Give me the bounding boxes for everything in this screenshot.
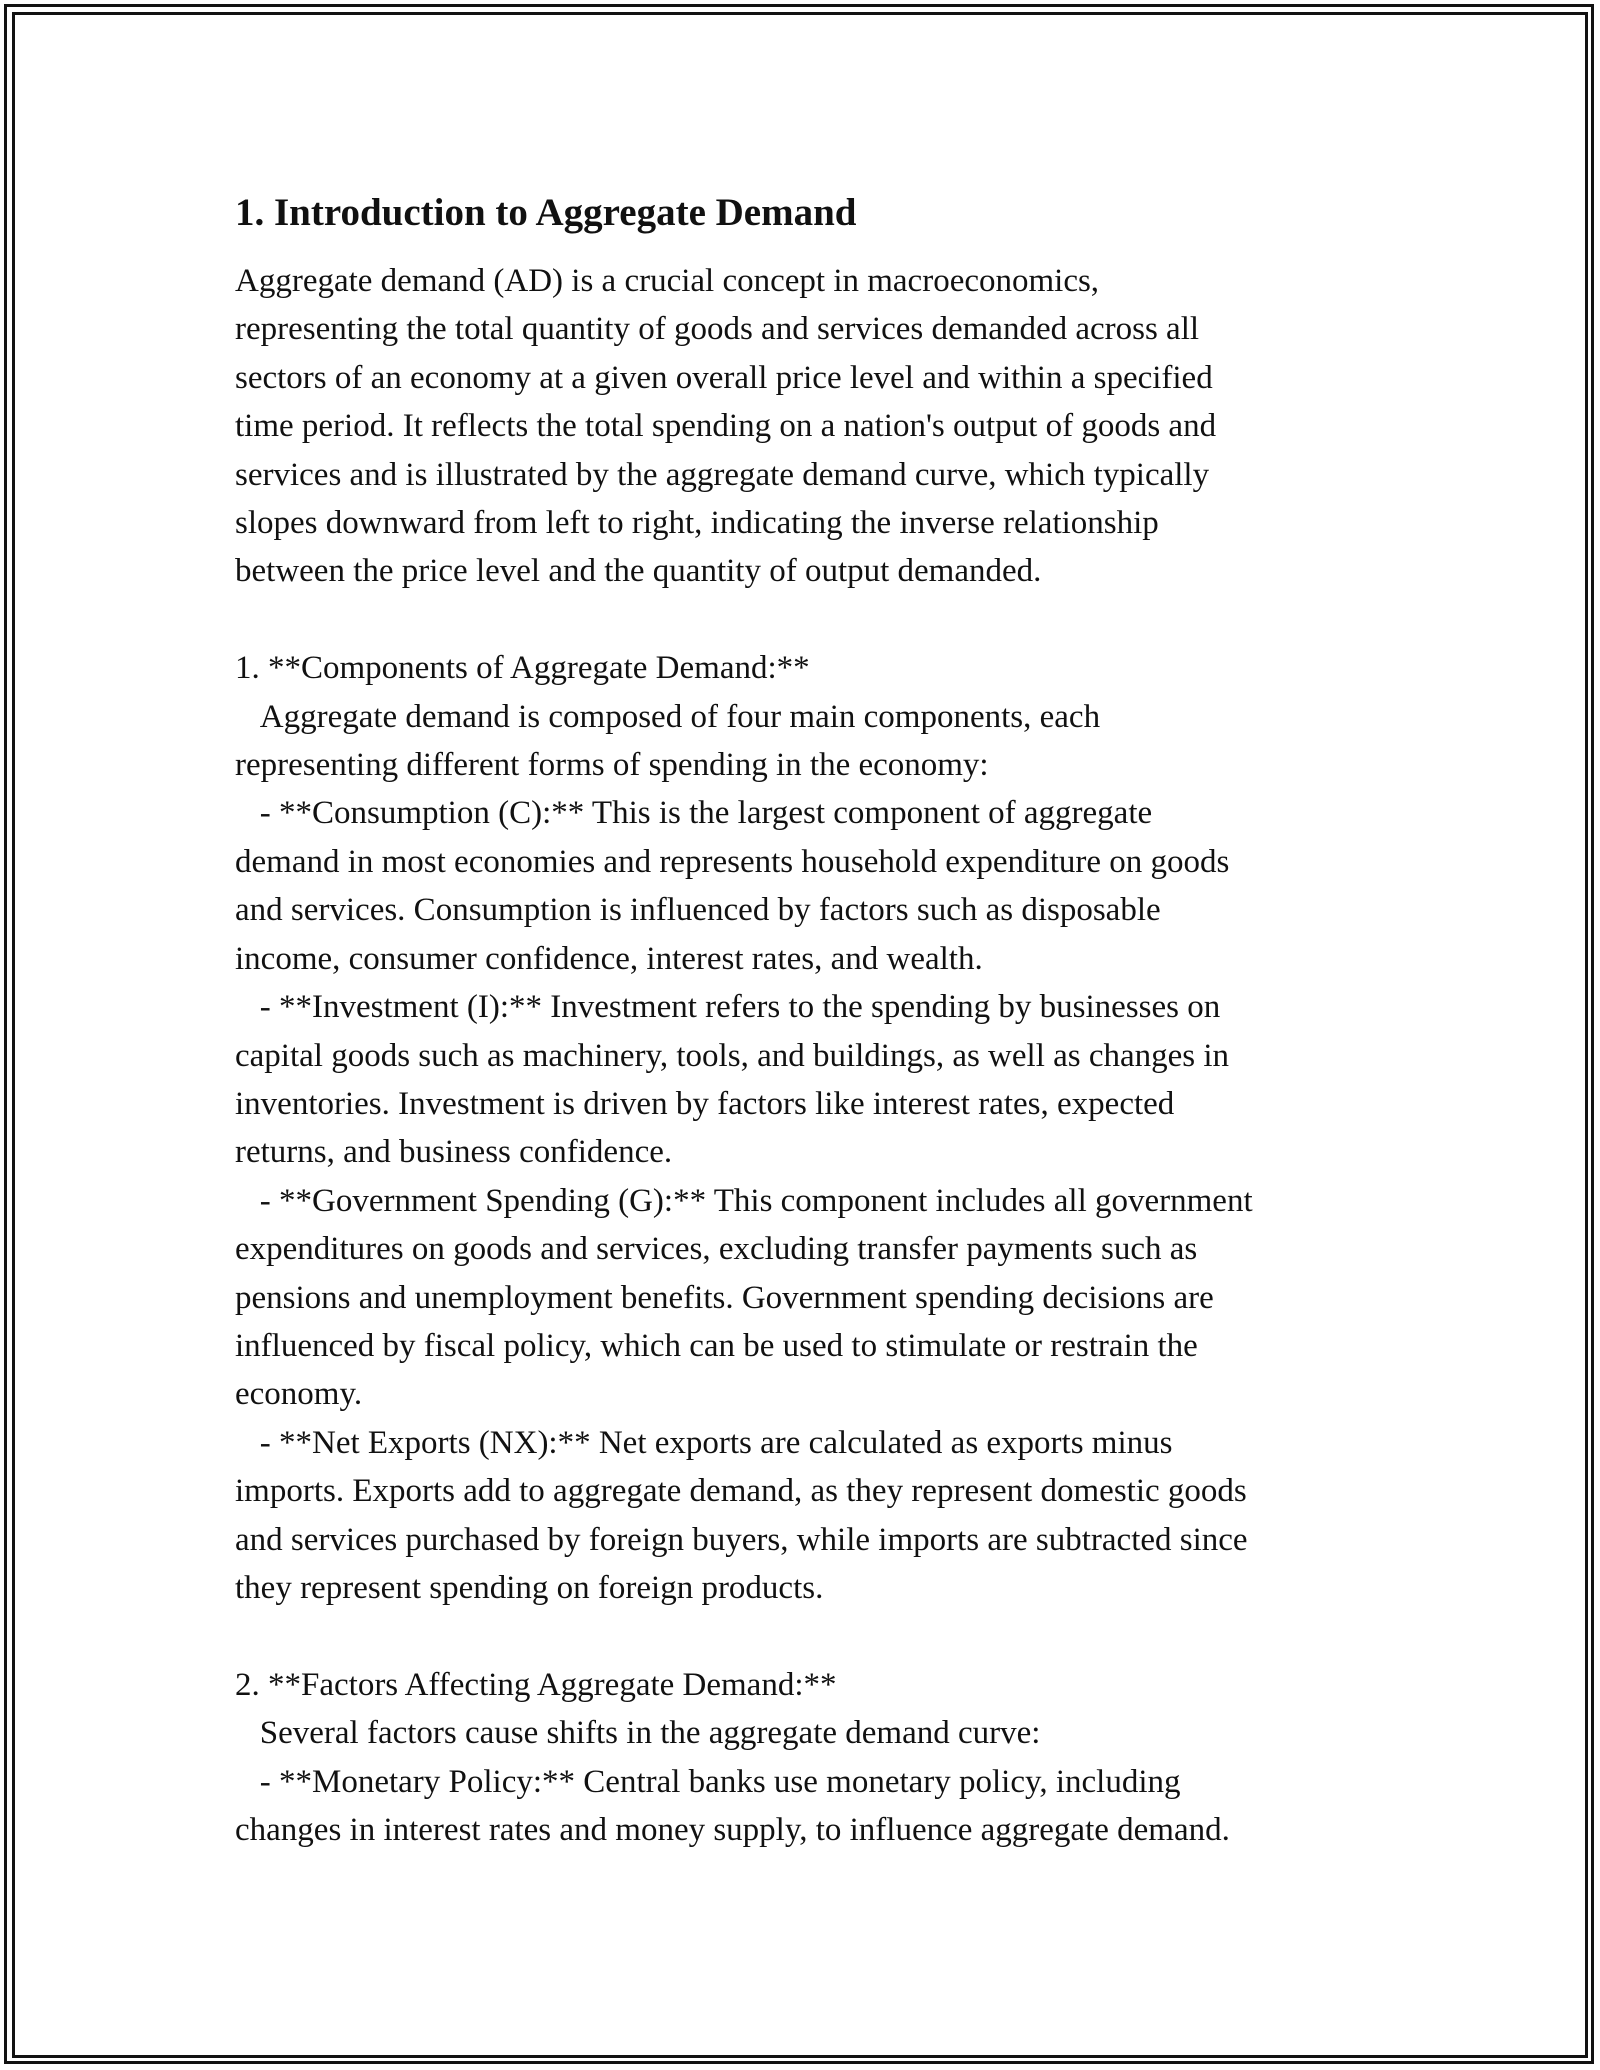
section-body-text: Aggregate demand (AD) is a crucial concept in macroeconomics, representing the total quantity of goods and services demanded across all sectors of an economy at a given overall price level and within a specified time period. It reflects the total spending on a nation's output of goods and services and is illustrated by the aggregate demand curve, which typically slopes downward from left to right, indicating the inverse relationship between the price level and the quantity of output demanded. 1. **Components of Aggregate Demand:** Aggregate demand is composed of four main components, each representing different forms of spending in the economy: - **Consumption (C):** This is the largest component of aggregate demand in most economies and represents household expenditure on goods and services. Consumption is influenced by factors such as disposable income, consumer confidence, interest rates, and wealth. - **Investment (I):** Investment refers to the spending by businesses on capital goods such as machinery, tools, and buildings, as well as changes in inventories. Investment is driven by factors like interest rates, expected returns, and business confidence. - **Government Spending (G):** This component includes all government expenditures on goods and services, excluding transfer payments such as pensions and unemployment benefits. Government spending decisions are influenced by fiscal policy, which can be used to stimulate or restrain the economy. - **Net Exports (NX):** Net exports are calculated as exports minus imports. Exports add to aggregate demand, as they represent domestic goods and services purchased by foreign buyers, while imports are subtracted since they represent spending on foreign products. 2. **Factors Affecting Aggregate Demand:** Several factors cause shifts in the aggregate demand curve: - **Monetary Policy:** Central banks use monetary policy, including changes in interest rates and money supply, to influence aggregate demand. <box>235 263 1253 1848</box>
section-heading: 1. Introduction to Aggregate Demand <box>235 191 857 234</box>
document-content <box>235 185 1385 1854</box>
